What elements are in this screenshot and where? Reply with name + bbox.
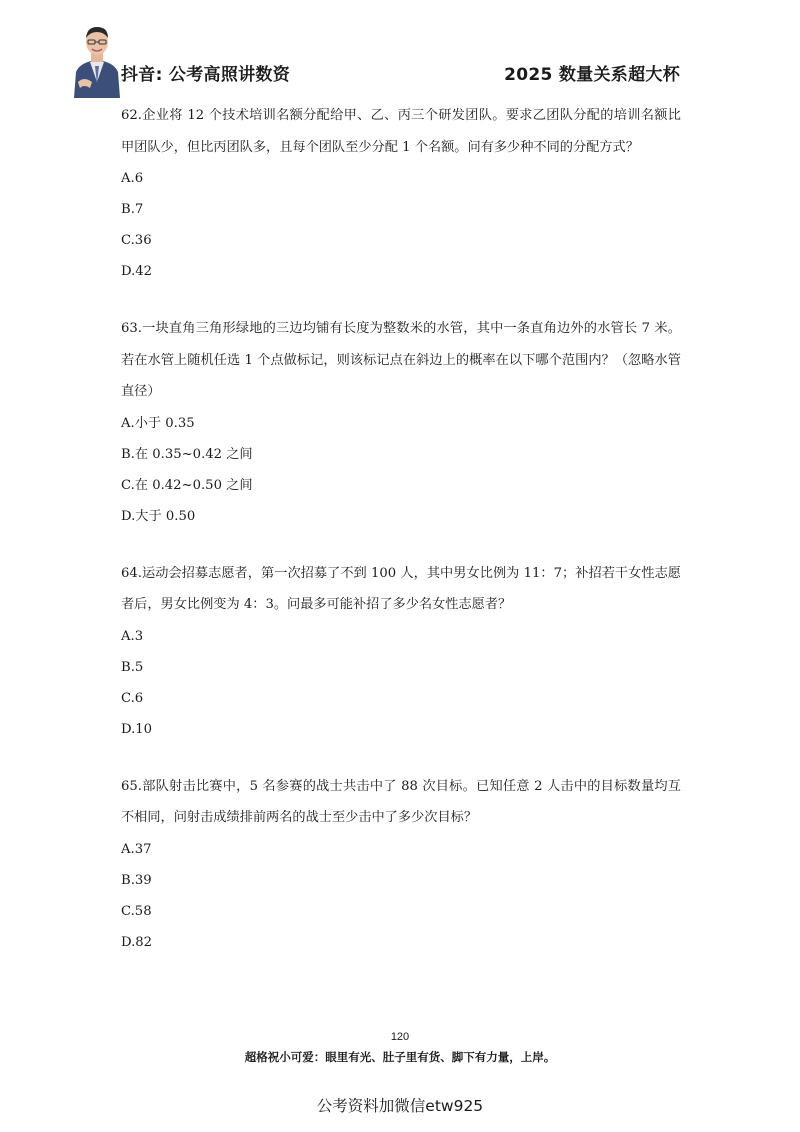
question-stem: 62.企业将 12 个技术培训名额分配给甲、乙、丙三个研发团队。要求乙团队分配的培训名额比甲团队少，但比丙团队多，且每个团队至少分配 1 个名额。问有多少种不同的分配方式？ [121,108,681,155]
option-a: A.6 [121,171,144,186]
option-b: B.7 [121,202,144,217]
option-c: C.36 [121,233,152,248]
option-c: C.在 0.42~0.50 之间 [121,477,253,493]
page-number: 120 [390,1031,410,1043]
question-62 [121,100,681,287]
header-title: 2025 数量关系超大杯 [504,65,680,85]
option-a: A.37 [121,841,152,857]
option-b: B.5 [121,659,144,675]
header-channel: 抖音: 公考高照讲数资 [121,65,291,85]
question-63 [121,313,681,532]
option-b: B.39 [121,872,152,888]
question-stem: 63.一块直角三角形绿地的三边均铺有长度为整数米的水管，其中一条直角边外的水管长 7 米。若在水管上随机任选 1 个点做标记，则该标记点在斜边上的概率在以下哪个范围内？（忽略水管直径） [121,321,681,399]
page-header [0,0,800,100]
option-b: B.在 0.35~0.42 之间 [121,446,253,462]
question-list [121,100,681,984]
option-c: C.6 [121,690,144,706]
question-stem: 65.部队射击比赛中，5 名参赛的战士共击中了 88 次目标。已知任意 2 人击中的目标数量均互不相同，问射击成绩排前两名的战士至少击中了多少次目标？ [121,778,681,825]
question-64 [121,558,681,745]
option-a: A.3 [121,628,144,644]
question-65 [121,771,681,958]
option-d: D.82 [121,934,153,950]
footer-motto: 超格祝小可爱：眼里有光、肚子里有货、脚下有力量，上岸。 [244,1050,556,1064]
option-d: D.大于 0.50 [121,508,196,524]
option-d: D.42 [121,264,153,279]
option-c: C.58 [121,903,152,919]
question-stem: 64.运动会招募志愿者，第一次招募了不到 100 人，其中男女比例为 11：7；补招若干女性志愿者后，男女比例变为 4：3。问最多可能补招了多少名女性志愿者？ [121,565,681,612]
presenter-avatar [70,22,124,98]
option-a: A.小于 0.35 [121,415,195,431]
footer-contact: 公考资料加微信etw925 [316,1097,484,1115]
option-d: D.10 [121,721,153,737]
